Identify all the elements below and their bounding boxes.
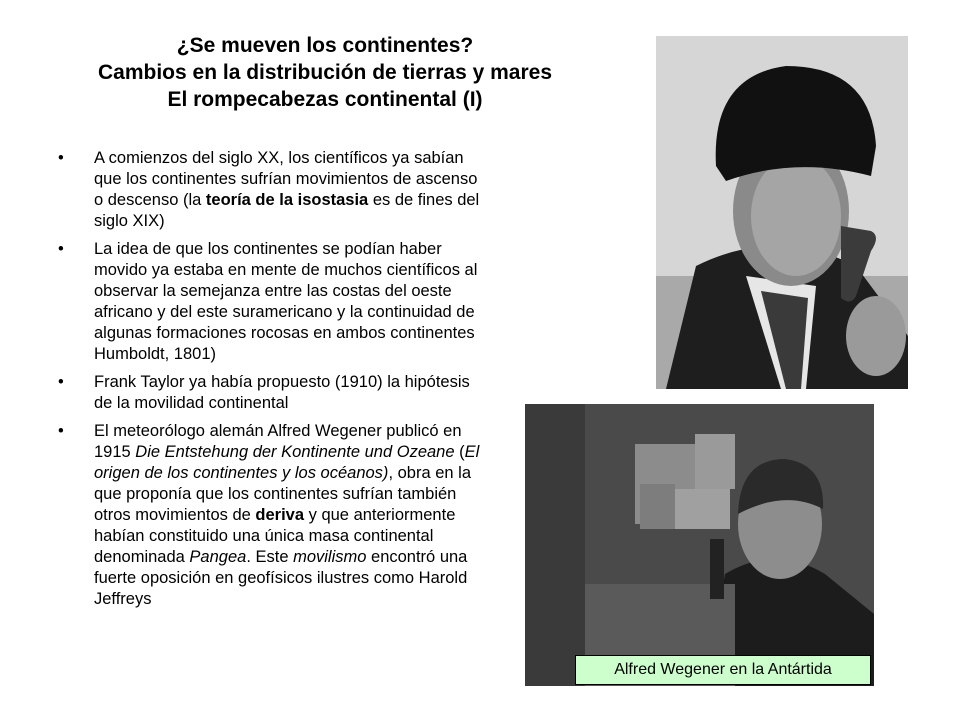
bullet-text-segment: , obra en la que proponía que los continentes sufrían también otros movimientos de [94,464,471,524]
bullet-text-segment: El meteorólogo alemán Alfred Wegener publicó en 1915 [94,422,462,461]
bullet-list [58,148,488,617]
bullet-text-segment: y que anteriormente habían constituido una única masa continental denominada [94,506,456,566]
bullet-item [58,421,488,610]
bullet-text-segment: Die Entstehung der Kontinente und Ozeane [135,443,455,461]
bullet-text-segment: Pangea [189,548,247,566]
bullet-text-segment: Frank Taylor ya había propuesto (1910) la hipótesis de la movilidad continental [94,373,470,412]
antarctica-image [525,404,874,686]
bullet-marker: • [58,149,64,167]
antarctica-photo [525,404,874,686]
bullet-text-segment: teoría de la isostasia [205,191,369,209]
bullet-text-segment: La idea de que los continentes se podían haber movido ya estaba en mente de muchos científicos al observar la semejanza entre las costas del oeste africano y del este suramericano y la continuidad de algunas formaciones rocosas en ambos continentes Humboldt, 1801) [94,240,478,363]
title-line-3: El rompecabezas continental (I) [167,88,483,111]
bullet-text-segment: . Este [246,548,294,566]
bullet-text-segment: A comienzos del siglo XX, los científicos ya sabían que los continentes sufrían movimientos de ascenso o descenso (la [94,149,478,209]
bullet-item [58,239,488,365]
bullet-item [58,372,488,414]
bullet-text-segment: movilismo [293,548,367,566]
photo-caption: Alfred Wegener en la Antártida [575,655,871,685]
bullet-text-segment: ( [454,443,465,461]
slide-title [20,32,630,113]
title-line-1: ¿Se mueven los continentes? [176,34,474,57]
portrait-photo [656,36,908,389]
bullet-text-segment: deriva [255,506,305,524]
bullet-marker: • [58,373,64,391]
bullet-marker: • [58,240,64,258]
bullet-marker: • [58,422,64,440]
bullet-item [58,148,488,232]
bullet-text-segment: es de fines del siglo XIX) [94,191,480,230]
bullet-text-segment: encontró una fuerte oposición en geofísicos ilustres como Harold Jeffreys [94,548,468,608]
bullet-text-segment: El origen de los continentes y los océanos) [94,443,480,482]
portrait-image [656,36,908,389]
title-line-2: Cambios en la distribución de tierras y mares [98,61,552,84]
